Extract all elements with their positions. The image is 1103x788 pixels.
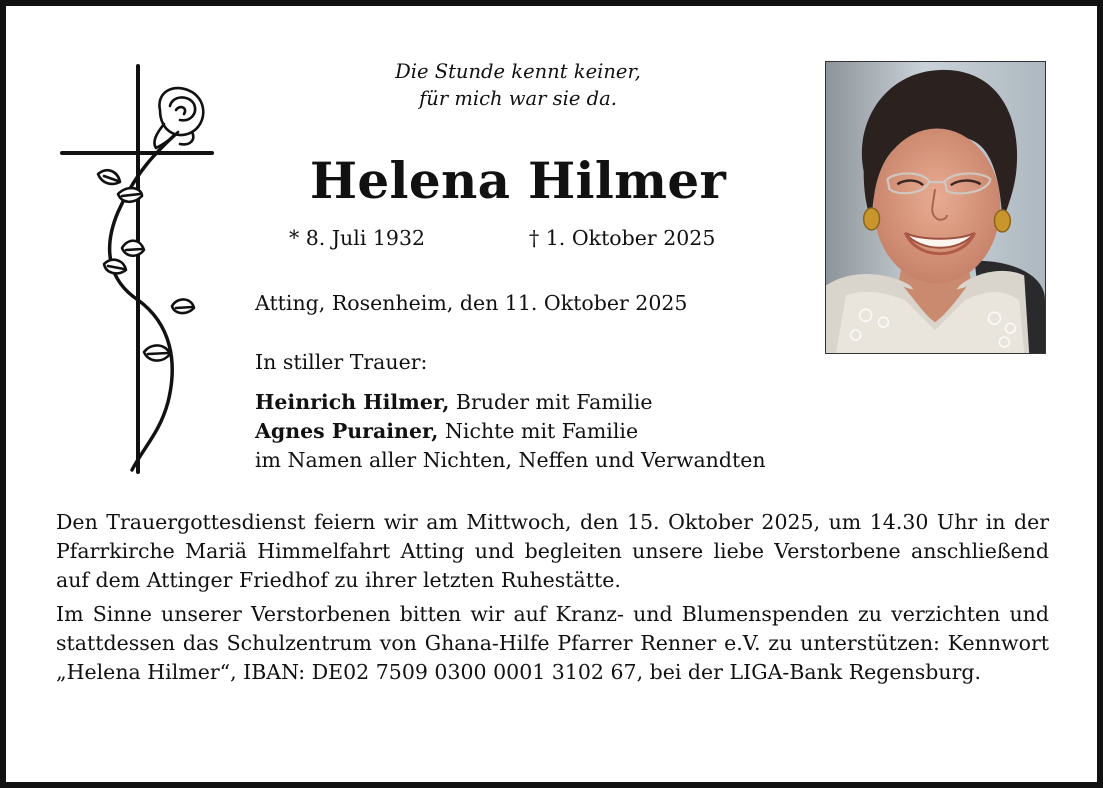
mourners-closing: im Namen aller Nichten, Neffen und Verwandten [255, 448, 766, 472]
mourner-relation: Nichte mit Familie [444, 419, 639, 443]
death-date: † 1. Oktober 2025 [529, 226, 716, 250]
mourner-2 [255, 417, 766, 446]
quote-line-1: Die Stunde kennt keiner, [395, 60, 641, 83]
service-paragraph: Den Trauergottesdienst feiern wir am Mittwoch, den 15. Oktober 2025, um 14.30 Uhr in der Pfarrkirche Mariä Himmelfahrt Atting und begleiten unsere liebe Verstorbene anschließend auf dem Attinger Friedhof zu ihrer letzten Ruhestätte. [56, 510, 1049, 592]
body-text [56, 508, 1049, 692]
quote [268, 58, 768, 112]
cross-with-rose-icon [56, 62, 221, 478]
mourning-intro: In stiller Trauer: [255, 350, 428, 374]
quote-line-2: für mich war sie da. [419, 87, 617, 110]
mourners-list [255, 388, 766, 475]
mourner-relation: Bruder mit Familie [455, 390, 653, 414]
deceased-name: Helena Hilmer [309, 151, 727, 210]
portrait-photo [825, 61, 1046, 354]
mourner-name: Agnes Purainer, [255, 419, 439, 443]
mourner-name: Heinrich Hilmer, [255, 390, 450, 414]
donation-paragraph: Im Sinne unserer Verstorbenen bitten wir auf Kranz- und Blumenspenden zu verzichten und stattdessen das Schulzentrum von Ghana-Hilfe Pfarrer Renner e.V. zu unterstützen: Kennwort „Helena Hilmer“, IBAN: DE02 7509 0300 0001 3102 67, bei der LIGA-Bank Regensburg. [56, 602, 1049, 684]
birth-date: * 8. Juli 1932 [289, 226, 426, 250]
place-and-date: Atting, Rosenheim, den 11. Oktober 2025 [255, 291, 688, 315]
mourner-1 [255, 388, 766, 417]
